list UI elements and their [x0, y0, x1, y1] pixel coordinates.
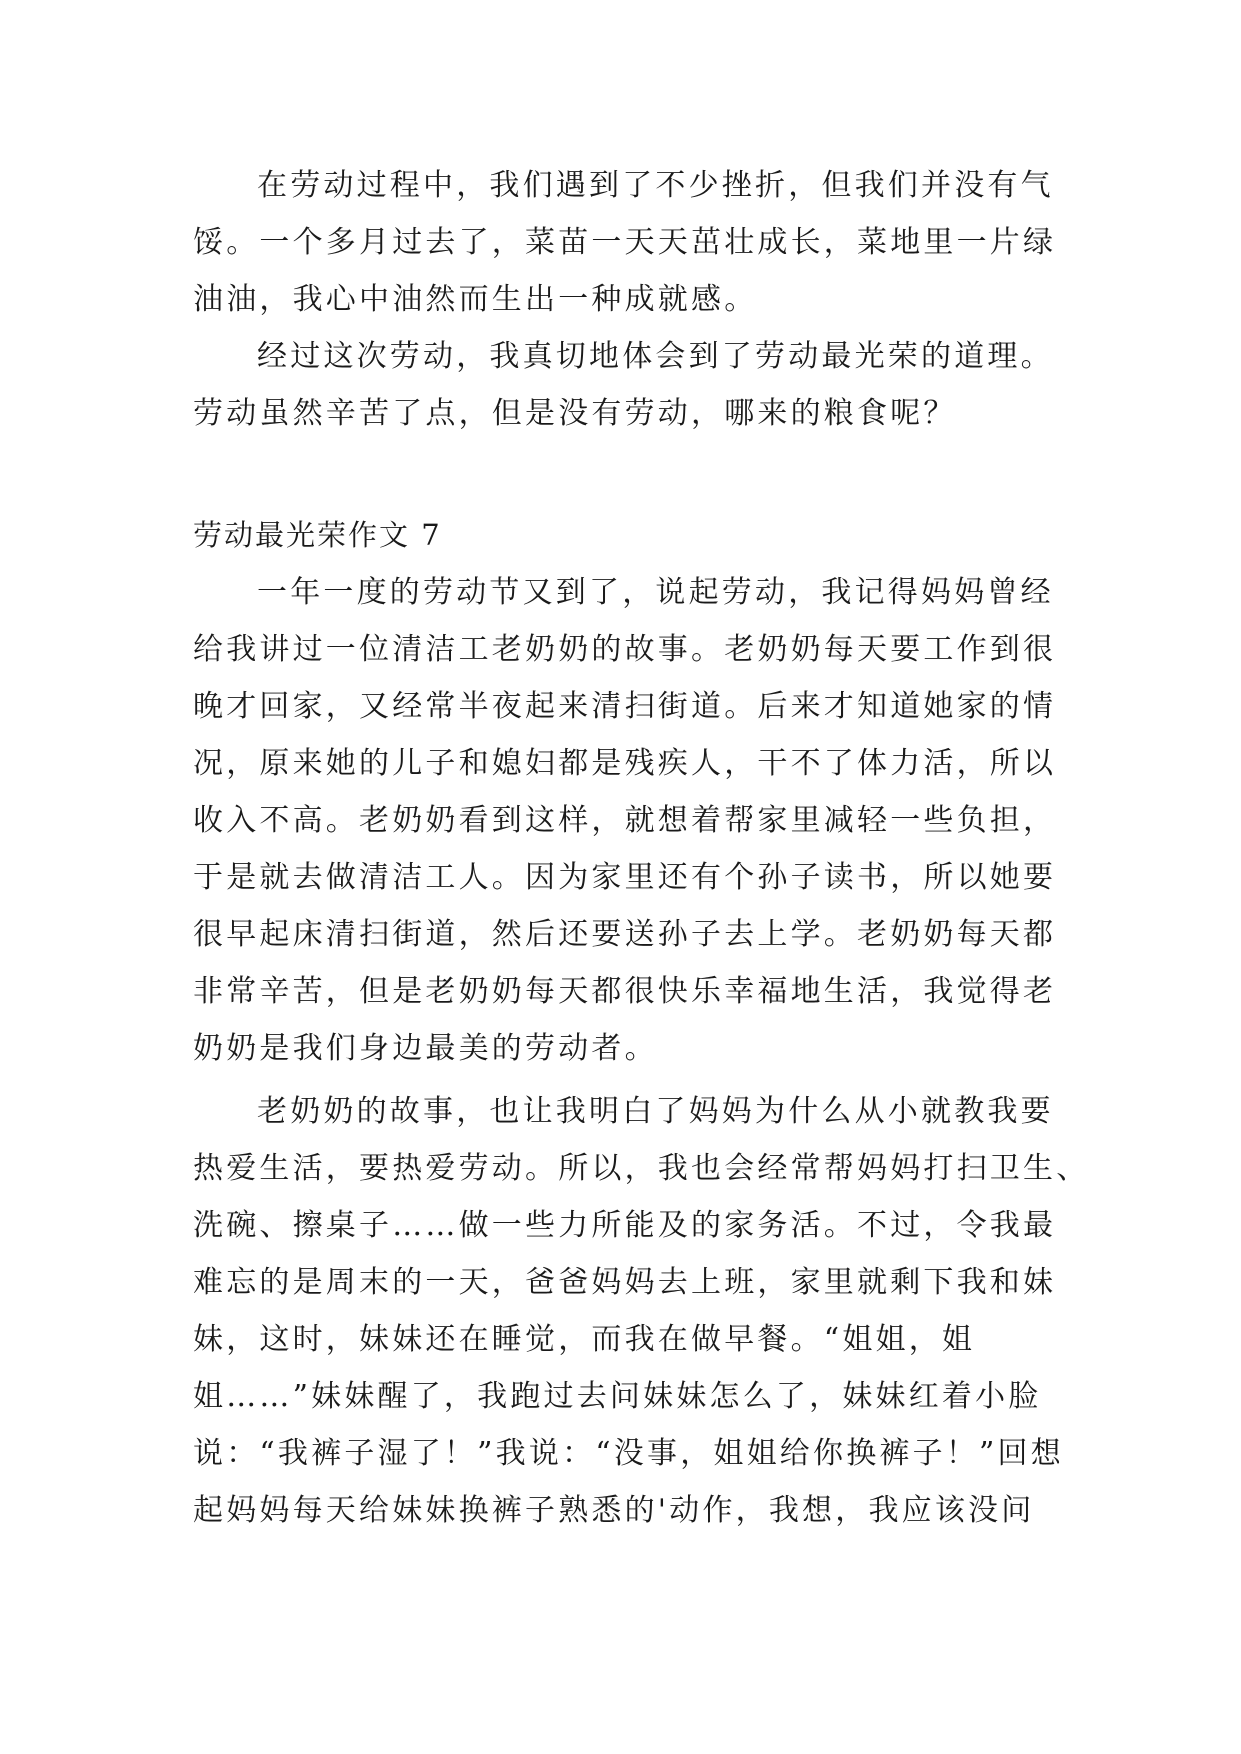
- essay-heading: 劳动最光荣作文 7: [193, 518, 442, 552]
- paragraph-line: 难忘的是周末的一天，爸爸妈妈去上班，家里就剩下我和妹: [193, 1265, 1057, 1300]
- paragraph-line: 非常辛苦，但是老奶奶每天都很快乐幸福地生活，我觉得老: [193, 974, 1057, 1009]
- paragraph-line: 劳动虽然辛苦了点，但是没有劳动，哪来的粮食呢？: [193, 396, 957, 431]
- paragraph-line: 很早起床清扫街道，然后还要送孙子去上学。老奶奶每天都: [193, 917, 1057, 952]
- paragraph-line: 奶奶是我们身边最美的劳动者。: [193, 1031, 658, 1066]
- paragraph-line: 馁。一个多月过去了，菜苗一天天茁壮成长，菜地里一片绿: [193, 225, 1057, 260]
- paragraph-line: 热爱生活，要热爱劳动。所以，我也会经常帮妈妈打扫卫生、: [193, 1151, 1090, 1186]
- paragraph-line: 于是就去做清洁工人。因为家里还有个孙子读书，所以她要: [193, 860, 1057, 895]
- paragraph-line: 姐……”妹妹醒了，我跑过去问妹妹怎么了，妹妹红着小脸: [193, 1379, 1042, 1414]
- paragraph-line: 起妈妈每天给妹妹换裤子熟悉的'动作，我想，我应该没问: [193, 1493, 1035, 1528]
- paragraph-line: 况，原来她的儿子和媳妇都是残疾人，干不了体力活，所以: [193, 746, 1057, 781]
- paragraph-line: 妹，这时，妹妹还在睡觉，而我在做早餐。“姐姐，姐: [193, 1322, 976, 1357]
- paragraph-line: 经过这次劳动，我真切地体会到了劳动最光荣的道理。: [257, 339, 1054, 374]
- paragraph-line: 老奶奶的故事，也让我明白了妈妈为什么从小就教我要: [257, 1094, 1054, 1129]
- paragraph-line: 一年一度的劳动节又到了，说起劳动，我记得妈妈曾经: [257, 575, 1054, 610]
- paragraph-line: 在劳动过程中，我们遇到了不少挫折，但我们并没有气: [257, 168, 1054, 203]
- paragraph-line: 洗碗、擦桌子……做一些力所能及的家务活。不过，令我最: [193, 1208, 1057, 1243]
- paragraph-line: 给我讲过一位清洁工老奶奶的故事。老奶奶每天要工作到很: [193, 632, 1057, 667]
- paragraph-line: 说：“我裤子湿了！”我说：“没事，姐姐给你换裤子！”回想: [193, 1436, 1064, 1471]
- paragraph-line: 油油，我心中油然而生出一种成就感。: [193, 282, 758, 317]
- paragraph-line: 收入不高。老奶奶看到这样，就想着帮家里减轻一些负担，: [193, 803, 1057, 838]
- paragraph-line: 晚才回家，又经常半夜起来清扫街道。后来才知道她家的情: [193, 689, 1057, 724]
